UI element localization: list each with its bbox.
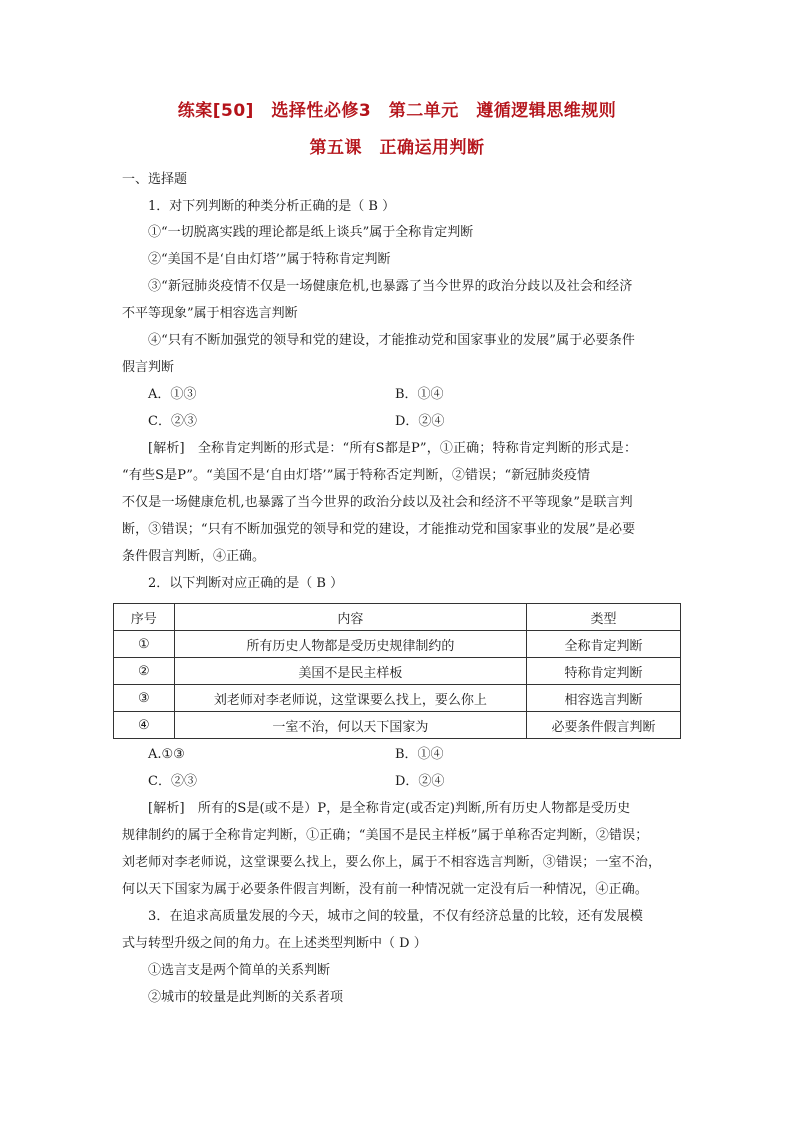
q1-statement-4: ④“只有不断加强党的领导和党的建设，才能推动党和国家事业的发展”属于必要条件 — [148, 333, 635, 348]
header-content: 内容 — [174, 604, 526, 631]
q1-analysis-line: [解析] 全称肯定判断的形式是：“所有S都是P”，①正确；特称肯定判断的形式是： — [148, 441, 638, 456]
q2-option-b: B．①④ — [395, 747, 444, 762]
section-heading: 一、选择题 — [122, 172, 188, 187]
table-header-row — [114, 604, 681, 631]
q2-stem: 2．以下判断对应正确的是（ B ） — [148, 576, 344, 591]
q1-option-c: C．②③ — [148, 414, 197, 429]
cell-type: 全称肯定判断 — [527, 631, 681, 658]
q2-analysis-line: 刘老师对李老师说，这堂课要么找上，要么你上，属于不相容选言判断，③错误；一室不治， — [122, 855, 662, 870]
page-subtitle: 第五课 正确运用判断 — [309, 138, 485, 158]
table-row — [114, 685, 681, 712]
cell-type: 相容选言判断 — [527, 685, 681, 712]
q3-statement-1: ①选言支是两个简单的关系判断 — [148, 963, 331, 978]
q1-analysis-line: 不仅是一场健康危机,也暴露了当今世界的政治分歧以及社会和经济不平等现象”是联言判 — [122, 495, 633, 510]
q3-stem-cont: 式与转型升级之间的角力。在上述类型判断中（ D ） — [122, 936, 427, 951]
q2-analysis-line: 规律制约的属于全称肯定判断，①正确；“美国不是民主样板”属于单称否定判断，②错误； — [122, 828, 649, 843]
cell-content: 所有历史人物都是受历史规律制约的 — [174, 631, 526, 658]
q1-statement-1: ①“一切脱离实践的理论都是纸上谈兵”属于全称肯定判断 — [148, 225, 474, 240]
q1-statement-4-cont: 假言判断 — [122, 360, 175, 375]
cell-number: ① — [114, 631, 175, 658]
cell-content: 美国不是民主样板 — [174, 658, 526, 685]
q2-option-c: C．②③ — [148, 774, 197, 789]
cell-content: 刘老师对李老师说，这堂课要么找上，要么你上 — [174, 685, 526, 712]
cell-type: 特称肯定判断 — [527, 658, 681, 685]
table-row — [114, 658, 681, 685]
q1-option-b: B．①④ — [395, 387, 444, 402]
q1-stem: 1．对下列判断的种类分析正确的是（ B ） — [148, 199, 396, 214]
q1-analysis-line: “有些S是P”。“美国不是‘自由灯塔’”属于特称否定判断，②错误；“新冠肺炎疫情 — [122, 468, 591, 483]
judgment-table — [113, 603, 681, 739]
q1-analysis-line: 条件假言判断，④正确。 — [122, 549, 266, 564]
q2-analysis-line: 何以天下国家为属于必要条件假言判断，没有前一种情况就一定没有后一种情况，④正确。 — [122, 882, 649, 897]
q1-option-d: D．②④ — [395, 414, 445, 429]
page-title: 练案[50] 选择性必修3 第二单元 遵循逻辑思维规则 — [177, 101, 617, 121]
header-type: 类型 — [527, 604, 681, 631]
q2-option-d: D．②④ — [395, 774, 445, 789]
q3-statement-2: ②城市的较量是此判断的关系者项 — [148, 990, 344, 1005]
table-row — [114, 712, 681, 739]
q1-option-a: A．①③ — [148, 387, 197, 402]
q2-analysis-line: [解析] 所有的S是(或不是）P，是全称肯定(或否定)判断,所有历史人物都是受历史 — [148, 801, 631, 816]
cell-content: 一室不治，何以天下国家为 — [174, 712, 526, 739]
q3-stem: 3．在追求高质量发展的今天，城市之间的较量，不仅有经济总量的比较，还有发展模 — [148, 909, 643, 924]
cell-number: ③ — [114, 685, 175, 712]
cell-number: ② — [114, 658, 175, 685]
q1-statement-3: ③“新冠肺炎疫情不仅是一场健康危机,也暴露了当今世界的政治分歧以及社会和经济 — [148, 279, 633, 294]
q1-analysis-line: 断，③错误；“只有不断加强党的领导和党的建设，才能推动党和国家事业的发展”是必要 — [122, 522, 636, 537]
cell-type: 必要条件假言判断 — [527, 712, 681, 739]
q1-statement-3-cont: 不平等现象”属于相容选言判断 — [122, 306, 298, 321]
q2-option-a: A.①③ — [148, 747, 185, 762]
table-row — [114, 631, 681, 658]
cell-number: ④ — [114, 712, 175, 739]
header-number: 序号 — [114, 604, 175, 631]
q1-statement-2: ②“美国不是‘自由灯塔’”属于特称肯定判断 — [148, 252, 391, 267]
